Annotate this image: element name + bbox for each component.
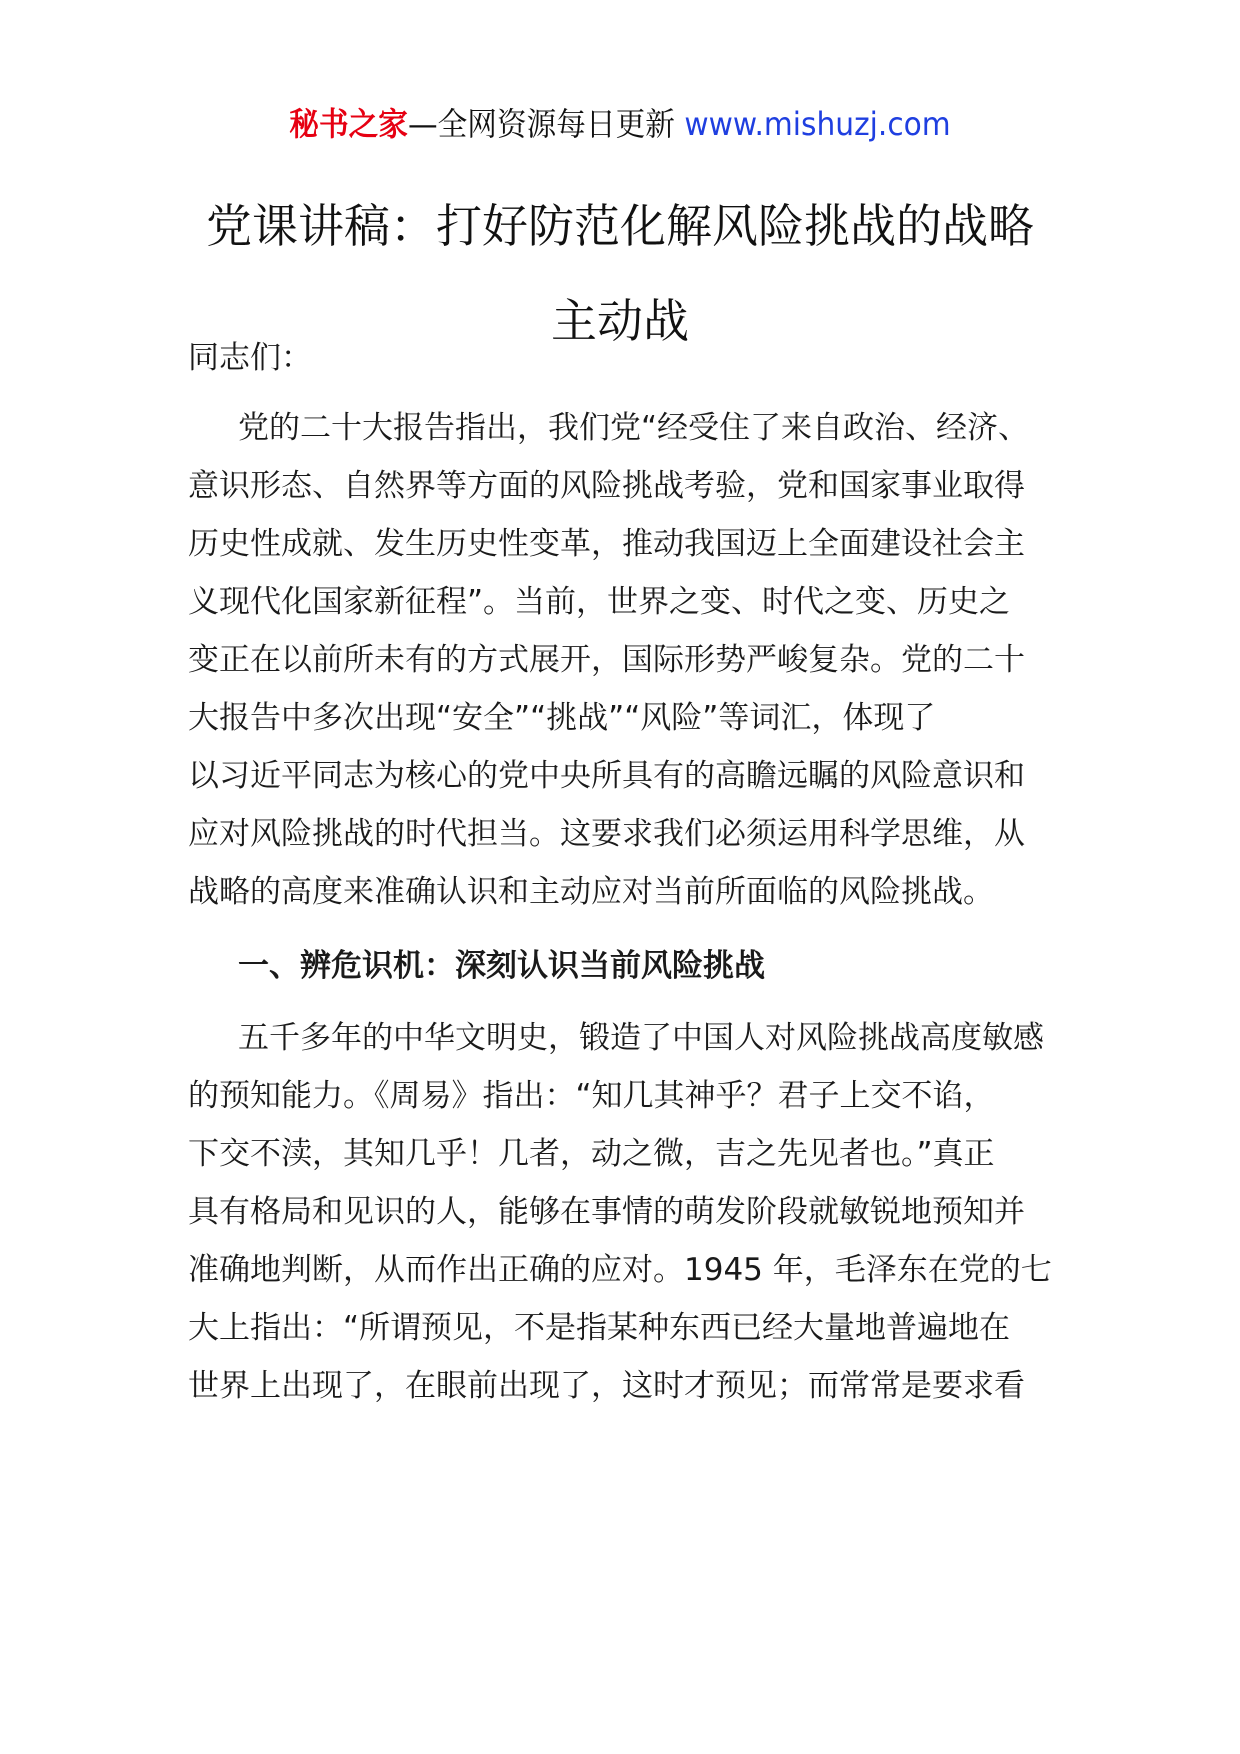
salutation: 同志们： xyxy=(188,340,312,376)
brand-name: 秘书之家 xyxy=(289,105,408,143)
paragraph-1-line: 应对风险挑战的时代担当。这要求我们必须运用科学思维，从 xyxy=(188,816,1025,852)
paragraph-1-line: 变正在以前所未有的方式展开，国际形势严峻复杂。党的二十 xyxy=(188,642,1025,678)
paragraph-2-line: 的预知能力。《周易》指出：“知几其神乎？君子上交不谄， xyxy=(188,1078,995,1114)
document-title-line-1: 党课讲稿：打好防范化解风险挑战的战略 xyxy=(206,199,1034,253)
site-header xyxy=(45,100,1194,148)
site-url-link[interactable]: www.mishuzj.com xyxy=(684,105,951,143)
document-title-line-2: 主动战 xyxy=(551,294,689,348)
paragraph-2-line: 五千多年的中华文明史，锻造了中国人对风险挑战高度敏感 xyxy=(238,1020,1044,1056)
site-tagline: —全网资源每日更新 xyxy=(407,105,675,143)
paragraph-2-line: 下交不渎，其知几乎！几者，动之微，吉之先见者也。”真正 xyxy=(188,1136,995,1172)
paragraph-1-line: 以习近平同志为核心的党中央所具有的高瞻远瞩的风险意识和 xyxy=(188,758,1025,794)
paragraph-2-line: 大上指出：“所谓预见，不是指某种东西已经大量地普遍地在 xyxy=(188,1310,1011,1346)
paragraph-2-line: 世界上出现了，在眼前出现了，这时才预见；而常常是要求看 xyxy=(188,1368,1025,1404)
paragraph-1-line: 党的二十大报告指出，我们党“经受住了来自政治、经济、 xyxy=(238,410,1030,446)
paragraph-1-line: 大报告中多次出现“安全”“挑战”“风险”等词汇，体现了 xyxy=(188,700,936,736)
paragraph-1-line: 历史性成就、发生历史性变革，推动我国迈上全面建设社会主 xyxy=(188,526,1025,562)
paragraph-2-line: 具有格局和见识的人，能够在事情的萌发阶段就敏锐地预知并 xyxy=(188,1194,1025,1230)
paragraph-1-line: 义现代化国家新征程”。当前，世界之变、时代之变、历史之 xyxy=(188,584,1011,620)
paragraph-2-line: 准确地判断，从而作出正确的应对。1945 年，毛泽东在党的七 xyxy=(188,1252,1052,1288)
paragraph-1-line: 意识形态、自然界等方面的风险挑战考验，党和国家事业取得 xyxy=(188,468,1025,504)
paragraph-1-line: 战略的高度来准确认识和主动应对当前所面临的风险挑战。 xyxy=(188,874,994,910)
section-heading: 一、辨危识机：深刻认识当前风险挑战 xyxy=(238,948,765,984)
